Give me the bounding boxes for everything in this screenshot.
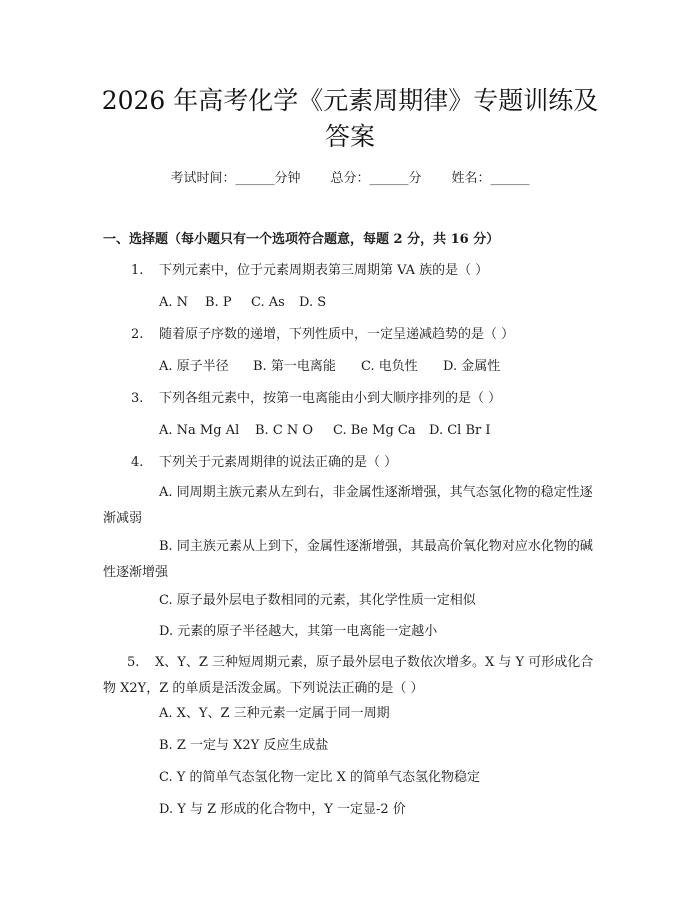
section-heading: 一、选择题（每小题只有一个选项符合题意，每题 2 分，共 16 分） xyxy=(103,232,500,247)
option-b: B. 第一电离能 xyxy=(253,359,336,374)
option-a: A. 同周期主族元素从左到右，非金属性逐渐增强，其气态氢化物的稳定性逐渐减弱 xyxy=(103,485,593,526)
question-stem: 下列元素中，位于元素周期表第三周期第 VA 族的是（ ） xyxy=(159,263,489,278)
question-1 xyxy=(131,262,488,280)
document-title-line1: 2026 年高考化学《元素周期律》专题训练及 xyxy=(101,86,599,115)
option-a: A. 原子半径 xyxy=(159,359,229,374)
question-4-option-a xyxy=(103,480,603,532)
document-title-line2: 答案 xyxy=(324,122,375,151)
option-c: C. Be Mg Ca xyxy=(333,423,416,438)
exam-total-score: 总分：______分 xyxy=(330,171,422,186)
question-stem: X、Y、Z 三种短周期元素，原子最外层电子数依次增多。X 与 Y 可形成化合物 X2Y，Z 的单质是活泼金属。下列说法正确的是（ ） xyxy=(103,655,594,696)
question-4 xyxy=(131,454,397,472)
question-4-option-b xyxy=(103,534,603,586)
question-number: 4. xyxy=(131,455,144,470)
question-stem: 随着原子序数的递增，下列性质中，一定呈递减趋势的是（ ） xyxy=(159,327,515,342)
exam-name: 姓名：______ xyxy=(451,171,530,186)
question-number: 5. xyxy=(127,655,140,670)
question-3-options xyxy=(159,422,491,440)
option-a: A. N xyxy=(159,295,189,310)
question-stem: 下列各组元素中，按第一电离能由小到大顺序排列的是（ ） xyxy=(159,391,502,406)
question-stem: 下列关于元素周期律的说法正确的是（ ） xyxy=(159,455,398,470)
option-b: B. P xyxy=(205,295,232,310)
question-1-options xyxy=(159,294,326,312)
question-2-options xyxy=(159,358,500,376)
option-d: D. 金属性 xyxy=(443,359,501,374)
exam-time: 考试时间：______分钟 xyxy=(170,171,301,186)
exam-meta xyxy=(0,170,700,188)
question-5-option-b: B. Z 一定与 X2Y 反应生成盐 xyxy=(159,738,329,753)
question-number: 3. xyxy=(131,391,144,406)
option-a: A. Na Mg Al xyxy=(159,423,240,438)
question-number: 2. xyxy=(131,327,144,342)
question-4-option-d: D. 元素的原子半径越大，其第一电离能一定越小 xyxy=(159,624,438,639)
option-d: D. Cl Br I xyxy=(429,423,491,438)
question-2 xyxy=(131,326,514,344)
question-5-option-d: D. Y 与 Z 形成的化合物中，Y 一定显-2 价 xyxy=(159,802,406,817)
question-5-option-c: C. Y 的简单气态氢化物一定比 X 的简单气态氢化物稳定 xyxy=(159,770,480,785)
option-b: B. 同主族元素从上到下，金属性逐渐增强，其最高价氧化物对应水化物的碱性逐渐增强 xyxy=(103,539,593,580)
question-5-option-a: A. X、Y、Z 三种元素一定属于同一周期 xyxy=(159,706,390,721)
option-c: C. As xyxy=(251,295,285,310)
question-number: 1. xyxy=(131,263,144,278)
option-b: B. C N O xyxy=(255,423,314,438)
question-5 xyxy=(103,650,603,702)
question-3 xyxy=(131,390,501,408)
option-d: D. S xyxy=(299,295,327,310)
option-c: C. 电负性 xyxy=(361,359,418,374)
question-4-option-c: C. 原子最外层电子数相同的元素，其化学性质一定相似 xyxy=(159,593,476,608)
